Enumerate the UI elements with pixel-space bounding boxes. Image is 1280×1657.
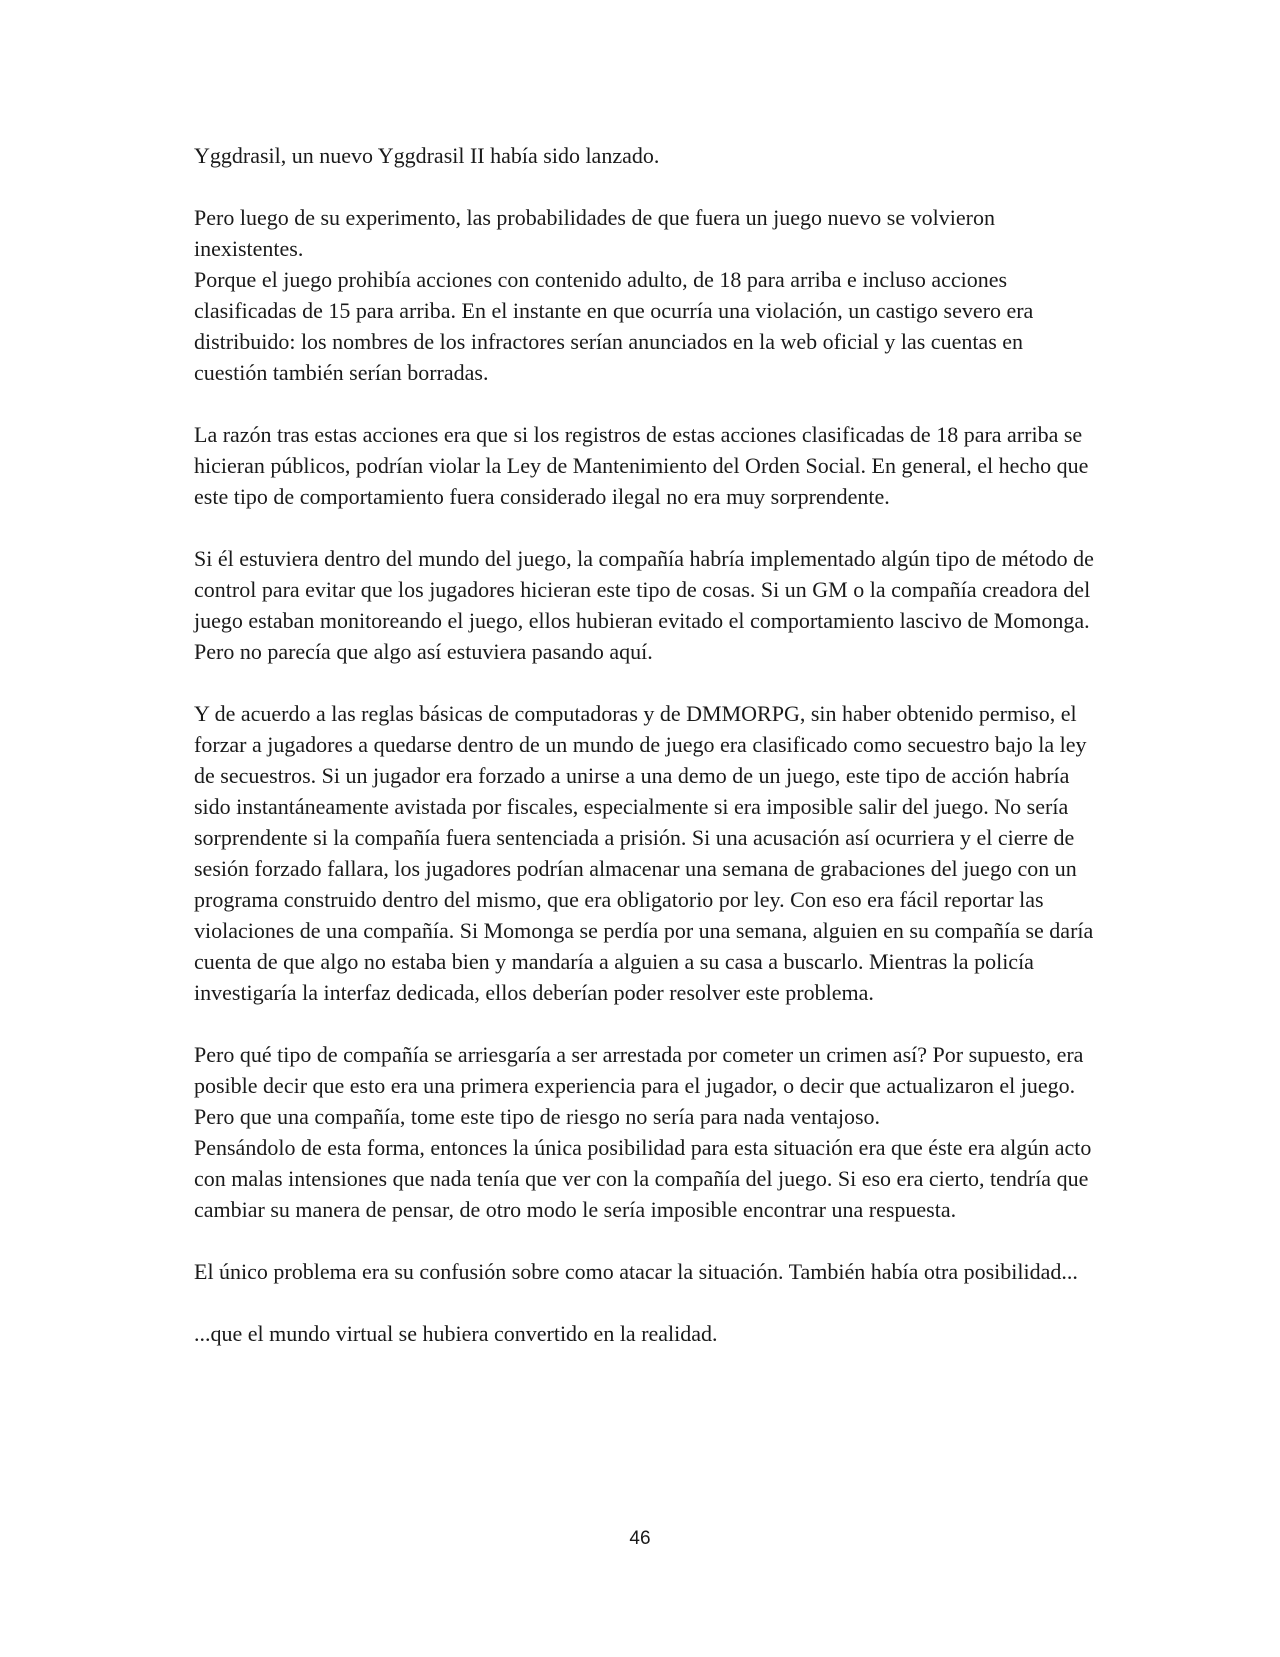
page-number: 46 [629, 1528, 651, 1549]
paragraph-2: Pero luego de su experimento, las probabilidades de que fuera un juego nuevo se volvieron inexistentes. [194, 205, 995, 261]
paragraph-10: ...que el mundo virtual se hubiera convertido en la realidad. [194, 1321, 718, 1346]
paragraph-gap [194, 171, 1094, 202]
paragraph-6: Y de acuerdo a las reglas básicas de computadoras y de DMMORPG, sin haber obtenido permiso, el forzar a jugadores a quedarse dentro de un mundo de juego era clasificado como secuestro bajo la ley de secuestros. Si un jugador era forzado a unirse a una demo de un juego, este tipo de acción habría sido instantáneamente avistada por fiscales, especialmente si era imposible salir del juego. No sería sorprendente si la compañía fuera sentenciada a prisión. Si una acusación así ocurriera y el cierre de sesión forzado fallara, los jugadores podrían almacenar una semana de grabaciones del juego con un programa construido dentro del mismo, que era obligatorio por ley. Con eso era fácil reportar las violaciones de una compañía. Si Momonga se perdía por una semana, alguien en su compañía se daría cuenta de que algo no estaba bien y mandaría a alguien a su casa a buscarlo. Mientras la policía investigaría la interfaz dedicada, ellos deberían poder resolver este problema. [194, 701, 1094, 1005]
paragraph-gap [194, 1225, 1094, 1256]
paragraph-4: La razón tras estas acciones era que si los registros de estas acciones clasificadas de 18 para arriba se hicieran públicos, podrían violar la Ley de Mantenimiento del Orden Social. En general, el hecho que este tipo de comportamiento fuera considerado ilegal no era muy sorprendente. [194, 422, 1089, 509]
paragraph-gap [194, 1287, 1094, 1318]
paragraph-5: Si él estuviera dentro del mundo del juego, la compañía habría implementado algún tipo de método de control para evitar que los jugadores hicieran este tipo de cosas. Si un GM o la compañía creadora del juego estaban monitoreando el juego, ellos hubieran evitado el comportamiento lascivo de Momonga. Pero no parecía que algo así estuviera pasando aquí. [194, 546, 1094, 664]
paragraph-gap [194, 388, 1094, 419]
paragraph-8: Pensándolo de esta forma, entonces la única posibilidad para esta situación era que éste era algún acto con malas intensiones que nada tenía que ver con la compañía del juego. Si eso era cierto, tendría que cambiar su manera de pensar, de otro modo le sería imposible encontrar una respuesta. [194, 1135, 1092, 1222]
paragraph-9: El único problema era su confusión sobre como atacar la situación. También había otra posibilidad... [194, 1259, 1078, 1284]
document-body [194, 140, 1094, 1349]
paragraph-3: Porque el juego prohibía acciones con contenido adulto, de 18 para arriba e incluso acciones clasificadas de 15 para arriba. En el instante en que ocurría una violación, un castigo severo era distribuido: los nombres de los infractores serían anunciados en la web oficial y las cuentas en cuestión también serían borradas. [194, 267, 1034, 385]
paragraph-gap [194, 1008, 1094, 1039]
paragraph-1: Yggdrasil, un nuevo Yggdrasil II había sido lanzado. [194, 143, 660, 168]
paragraph-gap [194, 512, 1094, 543]
paragraph-7: Pero qué tipo de compañía se arriesgaría a ser arrestada por cometer un crimen así? Por supuesto, era posible decir que esto era una primera experiencia para el jugador, o decir que actualizaron el juego. Pero que una compañía, tome este tipo de riesgo no sería para nada ventajoso. [194, 1042, 1084, 1129]
paragraph-gap [194, 667, 1094, 698]
